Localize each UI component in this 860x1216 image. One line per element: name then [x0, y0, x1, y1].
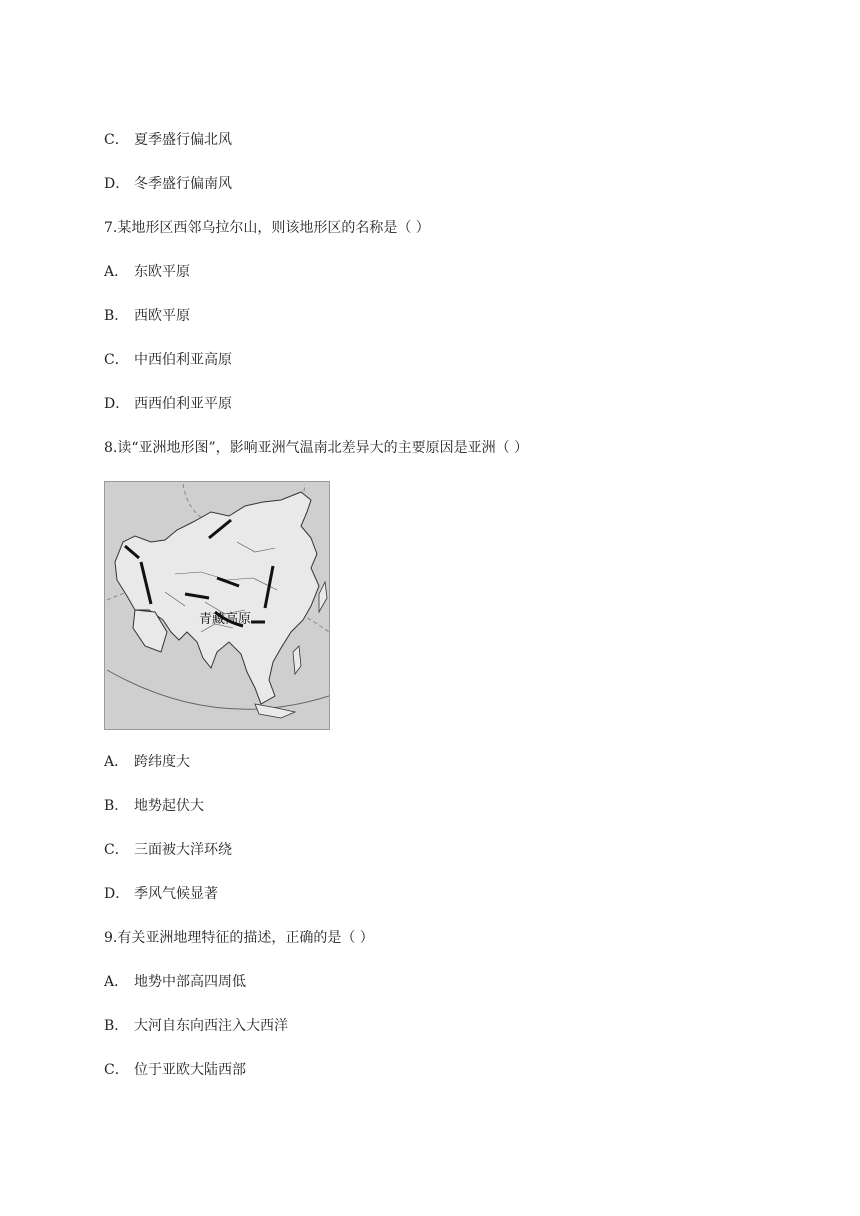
- q7-stem: 7.某地形区西邻乌拉尔山，则该地形区的名称是（ ）: [104, 220, 430, 236]
- option-letter: C．: [104, 1062, 129, 1078]
- option-text: 西欧平原: [134, 308, 190, 324]
- asia-landmass: [115, 492, 319, 704]
- option-text: 夏季盛行偏北风: [134, 132, 232, 148]
- option-letter: C．: [104, 842, 129, 858]
- option-text: 大河自东向西注入大西洋: [134, 1018, 288, 1034]
- option-text: 中西伯利亚高原: [134, 352, 232, 368]
- plateau-label: 青藏高原: [199, 612, 252, 627]
- option-letter: A．: [104, 754, 129, 770]
- philippine-islands: [293, 646, 301, 674]
- q7-option-a: [104, 262, 190, 282]
- q7-option-c: [104, 350, 232, 370]
- q9-option-b: [104, 1016, 288, 1036]
- q7-option-d: [104, 394, 232, 414]
- option-text: 跨纬度大: [134, 754, 190, 770]
- option-letter: B．: [104, 308, 129, 324]
- q8-option-d: [104, 884, 218, 904]
- asia-terrain-map: [104, 481, 330, 730]
- option-letter: A．: [104, 974, 129, 990]
- option-text: 地势中部高四周低: [134, 974, 246, 990]
- equator-line: [107, 670, 329, 709]
- option-text: 位于亚欧大陆西部: [134, 1062, 246, 1078]
- q8-option-a: [104, 752, 190, 772]
- option-letter: B．: [104, 798, 129, 814]
- option-letter: A．: [104, 264, 129, 280]
- q6-option-c: [104, 130, 232, 150]
- option-text: 西西伯利亚平原: [134, 396, 232, 412]
- q8-stem: 8.读“亚洲地形图”，影响亚洲气温南北差异大的主要原因是亚洲（ ）: [104, 440, 529, 456]
- asia-map-svg: [105, 482, 329, 729]
- option-letter: B．: [104, 1018, 129, 1034]
- option-letter: D．: [104, 396, 130, 412]
- q6-option-d: [104, 174, 232, 194]
- option-text: 地势起伏大: [134, 798, 204, 814]
- option-letter: C．: [104, 352, 129, 368]
- option-text: 冬季盛行偏南风: [134, 176, 232, 192]
- option-letter: C．: [104, 132, 129, 148]
- option-text: 季风气候显著: [134, 886, 218, 902]
- q9-option-a: [104, 972, 246, 992]
- q9-stem: 9.有关亚洲地理特征的描述，正确的是（ ）: [104, 930, 374, 946]
- japan-islands: [319, 582, 327, 612]
- q8-option-b: [104, 796, 204, 816]
- option-letter: D．: [104, 886, 130, 902]
- q8-option-c: [104, 840, 232, 860]
- q9-option-c: [104, 1060, 246, 1080]
- option-text: 三面被大洋环绕: [134, 842, 232, 858]
- option-letter: D．: [104, 176, 130, 192]
- q7-option-b: [104, 306, 190, 326]
- option-text: 东欧平原: [134, 264, 190, 280]
